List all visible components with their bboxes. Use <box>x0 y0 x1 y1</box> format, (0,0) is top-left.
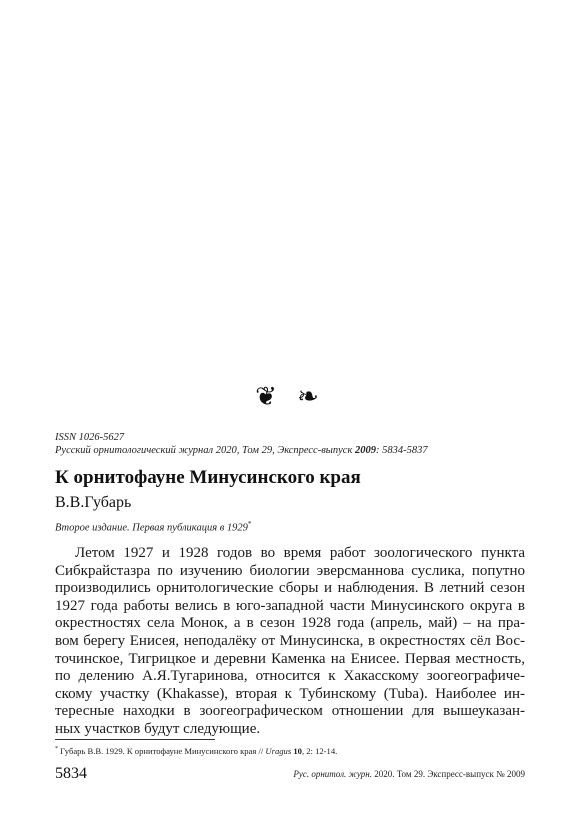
paragraph-line: скому участку (Khakasse), вторая к Тубинскому (Tuba). Наиболее ин- <box>55 685 525 702</box>
journal-header <box>55 431 535 457</box>
paragraph-line: ных участков будут следующие. <box>55 720 261 737</box>
paragraph-line: производились орнитологические сборы и наблюдения. В летний сезон <box>55 580 525 597</box>
paragraph-line: Летом 1927 и 1928 годов во время работ зоологического пункта <box>75 545 525 561</box>
footer-journal-abbr: Рус. орнитол. журн. <box>293 769 372 779</box>
footnote-pages: , 2: 12-14. <box>301 745 338 756</box>
paragraph-line: тересные находки в зоогеографическом отношении для вышеуказан- <box>55 703 525 720</box>
page-number: 5834 <box>55 765 87 782</box>
paragraph-line: точинское, Тигрицкое и деревни Каменка на Енисее. Первая местность, <box>55 650 525 667</box>
journal-name: Русский орнитологический журнал 2020, Том 29, Экспресс-выпуск <box>55 445 355 456</box>
article-title: К орнитофауне Минусинского края <box>55 467 361 488</box>
article-author: В.В.Губарь <box>55 494 132 511</box>
footnote-volume: 10 <box>293 745 302 756</box>
article-paragraph <box>55 545 525 739</box>
issn: ISSN 1026-5627 <box>55 432 125 443</box>
paragraph-line: по делению А.Я.Тугаринова, относится к Хакасскому зоогеографиче- <box>55 668 525 685</box>
issue-number: 2009 <box>355 445 376 456</box>
ornament-divider: ❦ ❧ <box>255 382 325 412</box>
paragraph-line: Сибкрайстазра по изучению биологии эверсманнова суслика, попутно <box>55 562 525 579</box>
footnote-mark: * <box>55 746 58 752</box>
paragraph-line: окрестностях села Монок, а в сезон 1928 года (апрель, май) – на пра- <box>55 615 525 632</box>
footnote <box>55 744 535 757</box>
footnote-citation: Губарь В.В. 1929. К орнитофауне Минусинского края // <box>58 745 266 756</box>
footer-issue-info: 2020. Том 29. Экспресс-выпуск № 2009 <box>371 769 525 779</box>
paragraph-line: 1927 года работы велись в юго-западной части Минусинского округа в <box>55 597 525 614</box>
running-footer <box>293 768 525 780</box>
footnote-journal: Uragus <box>265 745 292 756</box>
page-range: : 5834-5837 <box>376 445 428 456</box>
footnote-divider <box>55 739 215 740</box>
footnote-marker: * <box>247 520 252 528</box>
journal-citation <box>55 444 535 457</box>
edition-note-text: Второе издание. Первая публикация в 1929 <box>55 522 248 534</box>
edition-note <box>55 518 535 535</box>
paragraph-line: вом берегу Енисея, неподалёку от Минусинска, в окрестностях сёл Вос- <box>55 632 525 649</box>
